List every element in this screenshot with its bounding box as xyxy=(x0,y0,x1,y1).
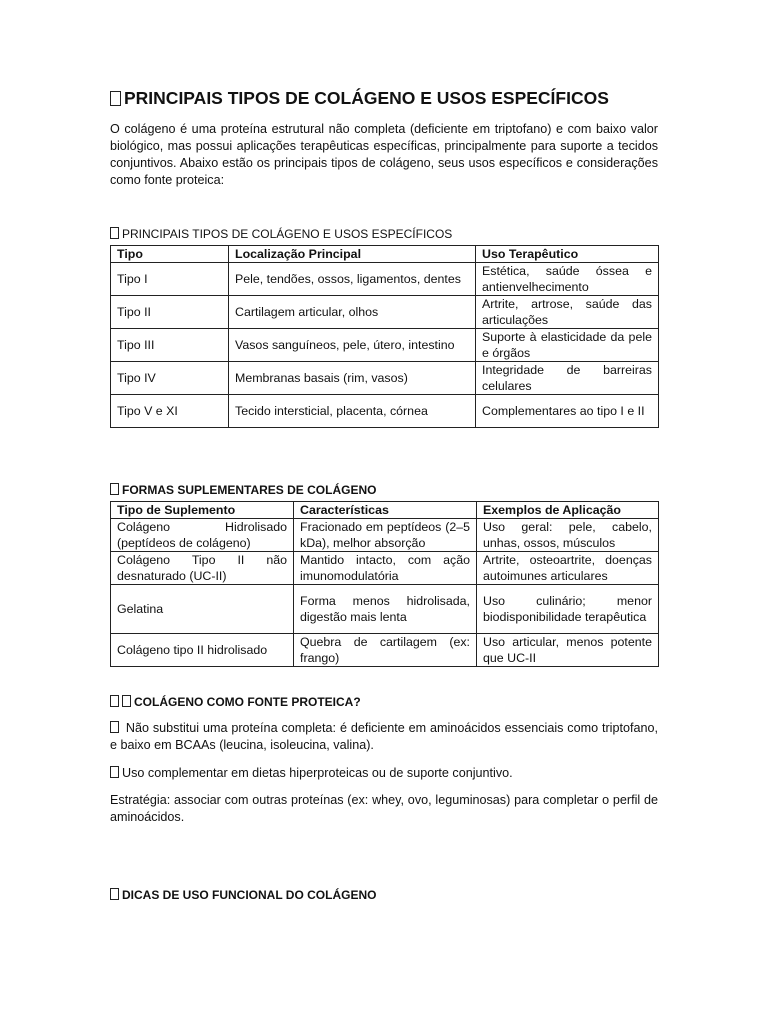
protein-note-2 xyxy=(110,765,658,782)
collagen-types-table xyxy=(110,245,659,428)
title-text: PRINCIPAIS TIPOS DE COLÁGENO E USOS ESPECÍFICOS xyxy=(124,88,609,108)
table-row xyxy=(111,263,659,296)
table-cell: Tipo V e XI xyxy=(111,395,229,428)
column-header: Tipo de Suplemento xyxy=(111,502,294,519)
intro-paragraph: O colágeno é uma proteína estrutural não completa (deficiente em triptofano) e com baixo valor biológico, mas possui aplicações terapêuticas específicas, principalmente para suporte a tecidos conjuntivos. Abaixo estão os principais tipos de colágeno, seus usos específicos e considerações como fonte proteica: xyxy=(110,122,658,187)
section1-title-text: PRINCIPAIS TIPOS DE COLÁGENO E USOS ESPECÍFICOS xyxy=(122,227,453,241)
table-cell: Integridade de barreiras celulares xyxy=(476,362,659,395)
table-cell: Tecido intersticial, placenta, córnea xyxy=(229,395,476,428)
table-row xyxy=(111,296,659,329)
missing-glyph-icon xyxy=(122,695,131,707)
table-row xyxy=(111,585,659,634)
column-header: Exemplos de Aplicação xyxy=(477,502,659,519)
table-cell: Uso culinário; menor biodisponibilidade terapêutica xyxy=(477,585,659,634)
table-row xyxy=(111,329,659,362)
table-row xyxy=(111,395,659,428)
missing-glyph-icon xyxy=(110,483,119,495)
table-cell: Membranas basais (rim, vasos) xyxy=(229,362,476,395)
section2-title-text: FORMAS SUPLEMENTARES DE COLÁGENO xyxy=(122,483,377,497)
section3-title-text: COLÁGENO COMO FONTE PROTEICA? xyxy=(134,695,361,709)
table-cell: Tipo II xyxy=(111,296,229,329)
table-header-row xyxy=(111,502,659,519)
table-cell: Colágeno tipo II hidrolisado xyxy=(111,634,294,667)
table-row xyxy=(111,634,659,667)
document-page xyxy=(110,86,658,903)
protein-strategy: Estratégia: associar com outras proteínas (ex: whey, ovo, leguminosas) para completar o perfil de aminoácidos. xyxy=(110,793,658,824)
section1-title xyxy=(110,226,658,242)
table-cell: Fracionado em peptídeos (2–5 kDa), melhor absorção xyxy=(294,519,477,552)
table-cell: Uso geral: pele, cabelo, unhas, ossos, músculos xyxy=(477,519,659,552)
section2-title xyxy=(110,482,658,498)
table-cell: Artrite, artrose, saúde das articulações xyxy=(476,296,659,329)
table-cell: Gelatina xyxy=(111,585,294,634)
table-cell: Forma menos hidrolisada, digestão mais lenta xyxy=(294,585,477,634)
table-row xyxy=(111,362,659,395)
missing-glyph-icon xyxy=(110,766,119,778)
section4-title xyxy=(110,887,658,903)
table-cell: Tipo III xyxy=(111,329,229,362)
table-row xyxy=(111,519,659,552)
column-header: Uso Terapêutico xyxy=(476,246,659,263)
table-cell: Vasos sanguíneos, pele, útero, intestino xyxy=(229,329,476,362)
table-header-row xyxy=(111,246,659,263)
table-cell: Complementares ao tipo I e II xyxy=(476,395,659,428)
table-cell: Mantido intacto, com ação imunomodulatória xyxy=(294,552,477,585)
table-cell: Tipo I xyxy=(111,263,229,296)
table-cell: Quebra de cartilagem (ex: frango) xyxy=(294,634,477,667)
table-cell: Cartilagem articular, olhos xyxy=(229,296,476,329)
table-cell: Estética, saúde óssea e antienvelhecimento xyxy=(476,263,659,296)
section3-title xyxy=(110,694,658,710)
table-cell: Tipo IV xyxy=(111,362,229,395)
missing-glyph-icon xyxy=(110,91,121,106)
missing-glyph-icon xyxy=(110,721,119,733)
table-cell: Suporte à elasticidade da pele e órgãos xyxy=(476,329,659,362)
section4-title-text: DICAS DE USO FUNCIONAL DO COLÁGENO xyxy=(122,888,377,902)
missing-glyph-icon xyxy=(110,695,119,707)
table-cell: Uso articular, menos potente que UC-II xyxy=(477,634,659,667)
table-row xyxy=(111,552,659,585)
table-cell: Colágeno Tipo II não desnaturado (UC-II) xyxy=(111,552,294,585)
column-header: Tipo xyxy=(111,246,229,263)
protein-note-1-text: Não substitui uma proteína completa: é deficiente em aminoácidos essenciais como triptofano, e baixo em BCAAs (leucina, isoleucina, valina). xyxy=(110,721,658,752)
table-cell: Colágeno Hidrolisado (peptídeos de colágeno) xyxy=(111,519,294,552)
column-header: Características xyxy=(294,502,477,519)
table-cell: Pele, tendões, ossos, ligamentos, dentes xyxy=(229,263,476,296)
column-header: Localização Principal xyxy=(229,246,476,263)
protein-note-1 xyxy=(110,720,658,754)
missing-glyph-icon xyxy=(110,227,119,239)
protein-note-2-text: Uso complementar em dietas hiperproteicas ou de suporte conjuntivo. xyxy=(122,766,513,780)
table-cell: Artrite, osteoartrite, doenças autoimunes articulares xyxy=(477,552,659,585)
missing-glyph-icon xyxy=(110,888,119,900)
supplement-forms-table xyxy=(110,501,659,667)
document-title xyxy=(110,86,658,110)
